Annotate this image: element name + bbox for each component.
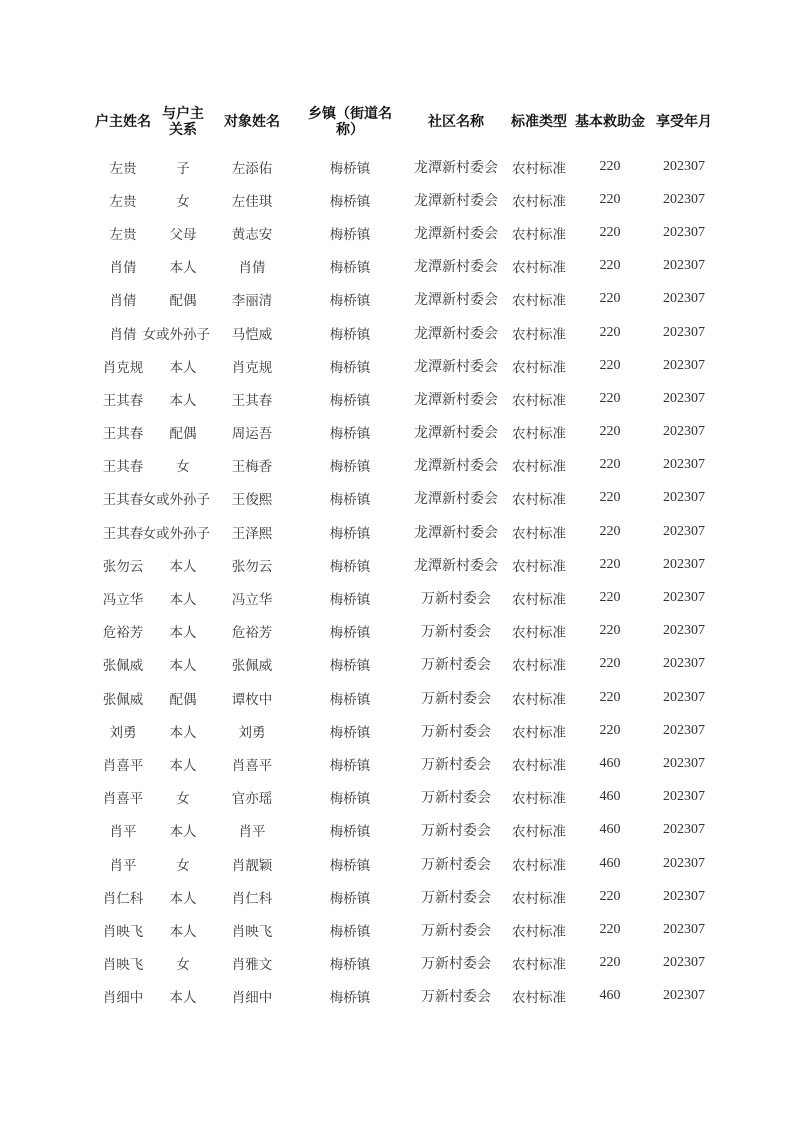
cell-basic-relief: 220 (599, 258, 621, 274)
cell-householder-name: 肖倩 (109, 326, 137, 343)
cell-relationship: 本人 (169, 890, 197, 907)
cell-standard-type: 农村标准 (512, 923, 566, 940)
cell-basic-relief: 220 (599, 424, 621, 440)
table-row (90, 648, 720, 681)
cell-community: 万新村委会 (421, 690, 491, 707)
cell-standard-type: 农村标准 (512, 193, 566, 210)
cell-township: 梅桥镇 (329, 392, 371, 409)
header-township: 乡镇（街道名称） (308, 106, 392, 138)
table-body (90, 150, 720, 1013)
cell-township: 梅桥镇 (329, 757, 371, 774)
cell-basic-relief: 460 (599, 822, 621, 838)
cell-recipient-name: 张勿云 (231, 558, 273, 575)
cell-benefit-month: 202307 (663, 955, 705, 971)
cell-basic-relief: 220 (599, 357, 621, 373)
cell-basic-relief: 220 (599, 888, 621, 904)
cell-benefit-month: 202307 (663, 722, 705, 738)
cell-basic-relief: 220 (599, 291, 621, 307)
cell-community: 万新村委会 (421, 624, 491, 641)
cell-householder-name: 王其春 (102, 392, 144, 409)
table-row (90, 781, 720, 814)
cell-community: 龙潭新村委会 (414, 557, 498, 574)
table-row (90, 382, 720, 415)
cell-householder-name: 左贵 (109, 226, 137, 243)
cell-standard-type: 农村标准 (512, 724, 566, 741)
table-row (90, 880, 720, 913)
cell-benefit-month: 202307 (663, 191, 705, 207)
relief-roster-sheet (90, 100, 720, 1013)
cell-community: 龙潭新村委会 (414, 458, 498, 475)
cell-basic-relief: 220 (599, 656, 621, 672)
header-recipient-name: 对象姓名 (224, 114, 280, 130)
cell-householder-name: 张佩威 (102, 658, 144, 675)
cell-community: 万新村委会 (421, 823, 491, 840)
cell-community: 万新村委会 (421, 756, 491, 773)
table-row (90, 449, 720, 482)
cell-standard-type: 农村标准 (512, 957, 566, 974)
cell-recipient-name: 危裕芳 (231, 625, 273, 642)
cell-township: 梅桥镇 (329, 824, 371, 841)
cell-community: 龙潭新村委会 (414, 325, 498, 342)
cell-benefit-month: 202307 (663, 755, 705, 771)
header-community: 社区名称 (428, 114, 484, 130)
cell-standard-type: 农村标准 (512, 260, 566, 277)
cell-basic-relief: 220 (599, 523, 621, 539)
cell-township: 梅桥镇 (329, 193, 371, 210)
table-row (90, 349, 720, 382)
cell-householder-name: 肖喜平 (102, 757, 144, 774)
cell-recipient-name: 官亦瑶 (231, 791, 273, 808)
cell-standard-type: 农村标准 (512, 791, 566, 808)
cell-basic-relief: 220 (599, 158, 621, 174)
cell-township: 梅桥镇 (329, 326, 371, 343)
cell-benefit-month: 202307 (663, 855, 705, 871)
cell-standard-type: 农村标准 (512, 326, 566, 343)
cell-recipient-name: 肖映飞 (231, 923, 273, 940)
cell-township: 梅桥镇 (329, 990, 371, 1007)
cell-benefit-month: 202307 (663, 457, 705, 473)
table-row (90, 515, 720, 548)
cell-relationship: 本人 (169, 359, 197, 376)
cell-recipient-name: 肖克规 (231, 359, 273, 376)
cell-householder-name: 肖平 (109, 824, 137, 841)
cell-standard-type: 农村标准 (512, 426, 566, 443)
table-row (90, 980, 720, 1013)
cell-standard-type: 农村标准 (512, 392, 566, 409)
cell-householder-name: 左贵 (109, 193, 137, 210)
cell-recipient-name: 黄志安 (231, 226, 273, 243)
cell-recipient-name: 冯立华 (231, 592, 273, 609)
table-row (90, 681, 720, 714)
cell-township: 梅桥镇 (329, 691, 371, 708)
cell-basic-relief: 220 (599, 689, 621, 705)
cell-community: 龙潭新村委会 (414, 225, 498, 242)
cell-township: 梅桥镇 (329, 625, 371, 642)
cell-relationship: 本人 (169, 625, 197, 642)
cell-recipient-name: 左佳琪 (231, 193, 273, 210)
cell-community: 万新村委会 (421, 922, 491, 939)
cell-householder-name: 肖平 (109, 857, 137, 874)
cell-township: 梅桥镇 (329, 724, 371, 741)
cell-relationship: 女 (176, 857, 190, 874)
cell-community: 龙潭新村委会 (414, 358, 498, 375)
cell-relationship: 女 (176, 791, 190, 808)
table-row (90, 150, 720, 183)
cell-benefit-month: 202307 (663, 590, 705, 606)
cell-relationship: 女或外孙子 (142, 326, 210, 343)
cell-householder-name: 肖仁科 (102, 890, 144, 907)
cell-benefit-month: 202307 (663, 556, 705, 572)
cell-benefit-month: 202307 (663, 258, 705, 274)
cell-township: 梅桥镇 (329, 890, 371, 907)
cell-recipient-name: 王泽熙 (231, 525, 273, 542)
cell-community: 龙潭新村委会 (414, 292, 498, 309)
table-row (90, 581, 720, 614)
cell-township: 梅桥镇 (329, 857, 371, 874)
table-row (90, 847, 720, 880)
cell-relationship: 本人 (169, 824, 197, 841)
cell-relationship: 本人 (169, 392, 197, 409)
cell-relationship: 女 (176, 193, 190, 210)
cell-benefit-month: 202307 (663, 291, 705, 307)
cell-householder-name: 肖克规 (102, 359, 144, 376)
cell-recipient-name: 李丽清 (231, 293, 273, 310)
cell-basic-relief: 460 (599, 988, 621, 1004)
cell-benefit-month: 202307 (663, 822, 705, 838)
cell-recipient-name: 肖倩 (238, 260, 266, 277)
cell-standard-type: 农村标准 (512, 990, 566, 1007)
cell-recipient-name: 左添佑 (231, 160, 273, 177)
cell-relationship: 本人 (169, 757, 197, 774)
cell-community: 万新村委会 (421, 723, 491, 740)
cell-benefit-month: 202307 (663, 224, 705, 240)
cell-township: 梅桥镇 (329, 592, 371, 609)
cell-householder-name: 肖细中 (102, 990, 144, 1007)
cell-householder-name: 王其春 (102, 459, 144, 476)
cell-township: 梅桥镇 (329, 558, 371, 575)
cell-householder-name: 冯立华 (102, 592, 144, 609)
cell-recipient-name: 周运吾 (231, 426, 273, 443)
cell-standard-type: 农村标准 (512, 492, 566, 509)
cell-basic-relief: 220 (599, 623, 621, 639)
cell-basic-relief: 460 (599, 855, 621, 871)
cell-householder-name: 张勿云 (102, 558, 144, 575)
cell-community: 万新村委会 (421, 889, 491, 906)
cell-standard-type: 农村标准 (512, 757, 566, 774)
cell-relationship: 本人 (169, 990, 197, 1007)
cell-recipient-name: 王梅香 (231, 459, 273, 476)
cell-community: 万新村委会 (421, 856, 491, 873)
cell-householder-name: 肖倩 (109, 293, 137, 310)
cell-householder-name: 肖映飞 (102, 957, 144, 974)
cell-standard-type: 农村标准 (512, 226, 566, 243)
cell-benefit-month: 202307 (663, 158, 705, 174)
cell-recipient-name: 肖平 (238, 824, 266, 841)
cell-benefit-month: 202307 (663, 390, 705, 406)
cell-recipient-name: 肖仁科 (231, 890, 273, 907)
cell-basic-relief: 220 (599, 921, 621, 937)
cell-recipient-name: 肖雅文 (231, 957, 273, 974)
table-row (90, 714, 720, 747)
cell-householder-name: 肖映飞 (102, 923, 144, 940)
cell-standard-type: 农村标准 (512, 890, 566, 907)
table-row (90, 548, 720, 581)
table-row (90, 283, 720, 316)
cell-basic-relief: 220 (599, 224, 621, 240)
cell-benefit-month: 202307 (663, 324, 705, 340)
cell-relationship: 本人 (169, 724, 197, 741)
cell-relationship: 配偶 (169, 426, 197, 443)
cell-standard-type: 农村标准 (512, 293, 566, 310)
cell-community: 龙潭新村委会 (414, 491, 498, 508)
cell-relationship: 配偶 (169, 691, 197, 708)
table-row (90, 183, 720, 216)
cell-recipient-name: 肖喜平 (231, 757, 273, 774)
table-row (90, 250, 720, 283)
cell-township: 梅桥镇 (329, 260, 371, 277)
cell-standard-type: 农村标准 (512, 691, 566, 708)
cell-township: 梅桥镇 (329, 957, 371, 974)
cell-township: 梅桥镇 (329, 459, 371, 476)
cell-relationship: 本人 (169, 592, 197, 609)
cell-community: 龙潭新村委会 (414, 524, 498, 541)
header-standard-type: 标准类型 (511, 114, 567, 130)
cell-relationship: 女 (176, 957, 190, 974)
cell-basic-relief: 220 (599, 955, 621, 971)
cell-benefit-month: 202307 (663, 789, 705, 805)
cell-householder-name: 张佩威 (102, 691, 144, 708)
cell-recipient-name: 王俊熙 (231, 492, 273, 509)
cell-householder-name: 肖倩 (109, 260, 137, 277)
cell-standard-type: 农村标准 (512, 160, 566, 177)
cell-basic-relief: 220 (599, 457, 621, 473)
table-row (90, 216, 720, 249)
cell-standard-type: 农村标准 (512, 592, 566, 609)
cell-standard-type: 农村标准 (512, 459, 566, 476)
table-row (90, 316, 720, 349)
table-row (90, 482, 720, 515)
cell-basic-relief: 460 (599, 789, 621, 805)
cell-standard-type: 农村标准 (512, 625, 566, 642)
cell-householder-name: 刘勇 (109, 724, 137, 741)
cell-township: 梅桥镇 (329, 791, 371, 808)
cell-township: 梅桥镇 (329, 293, 371, 310)
cell-community: 万新村委会 (421, 989, 491, 1006)
table-row (90, 947, 720, 980)
cell-benefit-month: 202307 (663, 523, 705, 539)
cell-basic-relief: 460 (599, 755, 621, 771)
cell-township: 梅桥镇 (329, 160, 371, 177)
cell-township: 梅桥镇 (329, 492, 371, 509)
cell-benefit-month: 202307 (663, 689, 705, 705)
cell-relationship: 女或外孙子 (142, 492, 210, 509)
cell-basic-relief: 220 (599, 490, 621, 506)
cell-relationship: 本人 (169, 558, 197, 575)
cell-relationship: 本人 (169, 658, 197, 675)
cell-relationship: 本人 (169, 923, 197, 940)
table-row (90, 615, 720, 648)
cell-standard-type: 农村标准 (512, 857, 566, 874)
cell-relationship: 女 (176, 459, 190, 476)
cell-basic-relief: 220 (599, 556, 621, 572)
cell-householder-name: 王其春 (102, 525, 144, 542)
cell-township: 梅桥镇 (329, 525, 371, 542)
table-row (90, 913, 720, 946)
cell-community: 万新村委会 (421, 591, 491, 608)
header-basic-relief: 基本救助金 (575, 114, 645, 130)
cell-township: 梅桥镇 (329, 923, 371, 940)
cell-community: 万新村委会 (421, 790, 491, 807)
cell-community: 龙潭新村委会 (414, 259, 498, 276)
cell-relationship: 本人 (169, 260, 197, 277)
cell-standard-type: 农村标准 (512, 824, 566, 841)
table-row (90, 814, 720, 847)
cell-recipient-name: 马恺威 (231, 326, 273, 343)
cell-benefit-month: 202307 (663, 888, 705, 904)
cell-community: 龙潭新村委会 (414, 159, 498, 176)
table-header (90, 100, 720, 144)
cell-benefit-month: 202307 (663, 424, 705, 440)
cell-township: 梅桥镇 (329, 426, 371, 443)
cell-community: 龙潭新村委会 (414, 425, 498, 442)
cell-standard-type: 农村标准 (512, 558, 566, 575)
header-householder-name: 户主姓名 (95, 114, 151, 130)
cell-householder-name: 左贵 (109, 160, 137, 177)
cell-relationship: 女或外孙子 (142, 525, 210, 542)
table-row (90, 747, 720, 780)
cell-relationship: 父母 (169, 226, 197, 243)
cell-recipient-name: 张佩威 (231, 658, 273, 675)
cell-township: 梅桥镇 (329, 359, 371, 376)
cell-community: 万新村委会 (421, 956, 491, 973)
cell-householder-name: 王其春 (102, 426, 144, 443)
cell-householder-name: 危裕芳 (102, 625, 144, 642)
cell-basic-relief: 220 (599, 191, 621, 207)
header-benefit-month: 享受年月 (656, 114, 712, 130)
cell-benefit-month: 202307 (663, 921, 705, 937)
cell-basic-relief: 220 (599, 722, 621, 738)
cell-basic-relief: 220 (599, 324, 621, 340)
cell-standard-type: 农村标准 (512, 525, 566, 542)
cell-recipient-name: 谭枚中 (231, 691, 273, 708)
cell-relationship: 子 (176, 160, 190, 177)
cell-benefit-month: 202307 (663, 623, 705, 639)
cell-recipient-name: 肖靓颖 (231, 857, 273, 874)
cell-benefit-month: 202307 (663, 357, 705, 373)
cell-householder-name: 肖喜平 (102, 791, 144, 808)
cell-township: 梅桥镇 (329, 658, 371, 675)
cell-community: 万新村委会 (421, 657, 491, 674)
cell-recipient-name: 王其春 (231, 392, 273, 409)
cell-recipient-name: 刘勇 (238, 724, 266, 741)
cell-basic-relief: 220 (599, 390, 621, 406)
cell-standard-type: 农村标准 (512, 359, 566, 376)
cell-community: 龙潭新村委会 (414, 192, 498, 209)
cell-standard-type: 农村标准 (512, 658, 566, 675)
cell-benefit-month: 202307 (663, 988, 705, 1004)
cell-basic-relief: 220 (599, 590, 621, 606)
cell-relationship: 配偶 (169, 293, 197, 310)
cell-recipient-name: 肖细中 (231, 990, 273, 1007)
cell-benefit-month: 202307 (663, 656, 705, 672)
cell-householder-name: 王其春 (102, 492, 144, 509)
cell-benefit-month: 202307 (663, 490, 705, 506)
header-relationship: 与户主关系 (162, 106, 204, 138)
cell-township: 梅桥镇 (329, 226, 371, 243)
cell-community: 龙潭新村委会 (414, 391, 498, 408)
table-row (90, 416, 720, 449)
